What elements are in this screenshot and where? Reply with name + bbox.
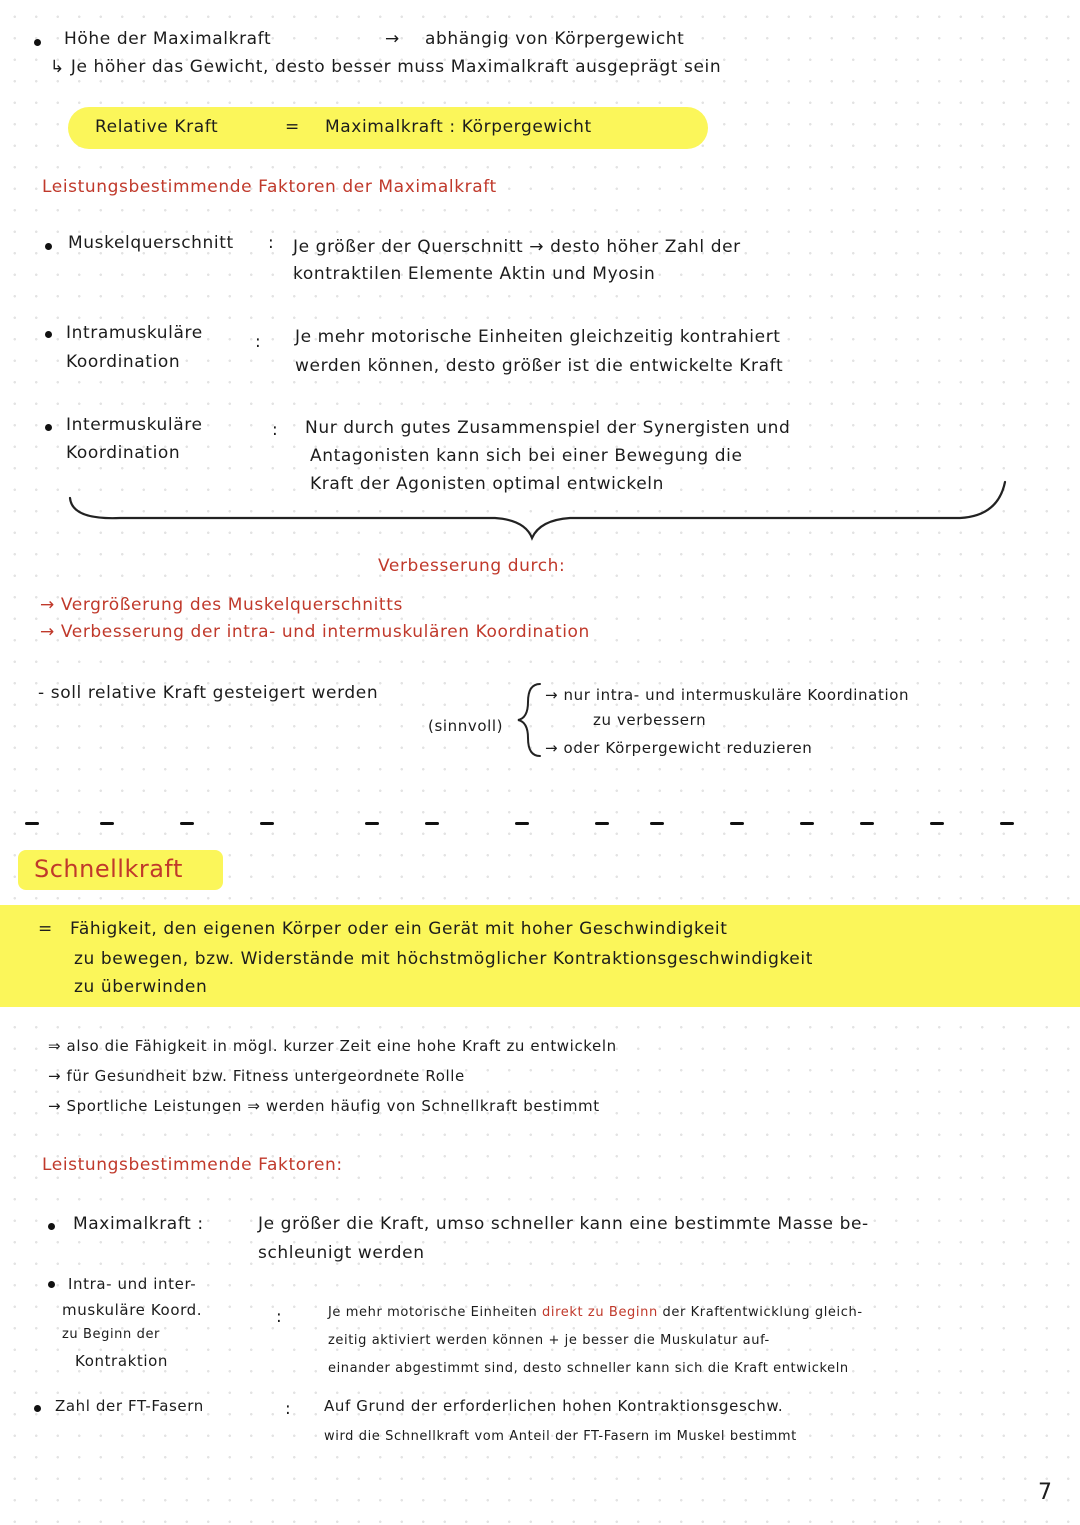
colon: : <box>276 1307 283 1327</box>
separator-dash <box>860 822 874 825</box>
coord-desc-3: einander abgestimmt sind, desto schneller kann sich die Kraft entwickeln <box>328 1361 849 1376</box>
desc-intermuscular-1: Nur durch gutes Zusammenspiel der Synergisten und <box>305 418 791 438</box>
desc-cross-section-2: kontraktilen Elemente Aktin und Myosin <box>293 264 656 284</box>
arrow: → <box>385 29 400 49</box>
weight-note: ↳ Je höher das Gewicht, desto besser muss Maximalkraft ausgeprägt sein <box>50 57 722 77</box>
note-health: → für Gesundheit bzw. Fitness untergeordnete Rolle <box>48 1067 465 1085</box>
formula-right: Maximalkraft : Körpergewicht <box>325 117 592 137</box>
separator-dash <box>515 822 529 825</box>
bullet <box>45 331 52 338</box>
page-number: 7 <box>1038 1480 1053 1505</box>
max-strength-desc-2: schleunigt werden <box>258 1243 425 1263</box>
term-max-strength: Maximalkraft : <box>73 1214 204 1234</box>
term-coordination-3: zu Beginn der <box>62 1327 160 1342</box>
section-heading-max-strength: Leistungsbestimmende Faktoren der Maximalkraft <box>42 177 497 197</box>
coord-desc-1-emphasis: direkt zu Beginn <box>542 1305 658 1320</box>
definition-equals: = <box>38 919 53 939</box>
improvement-coordination: → Verbesserung der intra- und intermuskulären Koordination <box>40 622 590 642</box>
option-coordination-cont: zu verbessern <box>593 711 707 729</box>
improvement-cross-section: → Vergrößerung des Muskelquerschnitts <box>40 595 403 615</box>
colon: : <box>255 332 262 352</box>
separator-dash <box>180 822 194 825</box>
sensible-note: (sinnvoll) <box>428 717 504 735</box>
separator-dash <box>425 822 439 825</box>
term-coordination-2: muskuläre Koord. <box>62 1301 203 1319</box>
option-coordination: → nur intra- und intermuskuläre Koordination <box>545 686 910 704</box>
dependency-text: abhängig von Körpergewicht <box>425 29 685 49</box>
bullet <box>45 424 52 431</box>
separator-dash <box>930 822 944 825</box>
curly-brace-drawing <box>0 478 1080 548</box>
formula-left: Relative Kraft <box>95 117 219 137</box>
coord-desc-1 <box>328 1306 863 1321</box>
desc-intermuscular-3: Kraft der Agonisten optimal entwickeln <box>310 474 664 494</box>
ft-desc-1: Auf Grund der erforderlichen hohen Kontraktionsgeschw. <box>324 1397 784 1415</box>
definition-line-2: zu bewegen, bzw. Widerstände mit höchstmöglicher Kontraktionsgeschwindigkeit <box>74 949 813 969</box>
max-strength-desc-1: Je größer die Kraft, umso schneller kann eine bestimmte Masse be- <box>258 1214 869 1234</box>
definition-line-1: Fähigkeit, den eigenen Körper oder ein Gerät mit hoher Geschwindigkeit <box>70 919 728 939</box>
separator-dash <box>260 822 274 825</box>
term-coordination-4: Kontraktion <box>75 1352 169 1370</box>
relative-strength-text: - soll relative Kraft gesteigert werden <box>38 683 379 703</box>
note-sport: → Sportliche Leistungen ⇒ werden häufig von Schnellkraft bestimmt <box>48 1097 600 1115</box>
factors-heading: Leistungsbestimmende Faktoren: <box>42 1155 343 1175</box>
term-coordination-1: Intra- und inter- <box>68 1275 197 1293</box>
option-reduce-weight: → oder Körpergewicht reduzieren <box>545 739 813 757</box>
coord-desc-2: zeitig aktiviert werden können + je besser die Muskulatur auf- <box>328 1333 770 1348</box>
note-short-time: ⇒ also die Fähigkeit in mögl. kurzer Zeit eine hohe Kraft zu entwickeln <box>48 1037 617 1055</box>
bullet <box>48 1223 55 1230</box>
max-strength-height-text: Höhe der Maximalkraft <box>64 29 272 49</box>
separator-dash <box>1000 822 1014 825</box>
colon: : <box>268 233 275 253</box>
separator-dash <box>25 822 39 825</box>
separator-dash <box>595 822 609 825</box>
definition-line-3: zu überwinden <box>74 977 208 997</box>
separator-dash <box>365 822 379 825</box>
improvement-label: Verbesserung durch: <box>378 556 566 576</box>
ft-desc-2: wird die Schnellkraft vom Anteil der FT-Fasern im Muskel bestimmt <box>324 1429 797 1444</box>
desc-intramuscular-1: Je mehr motorische Einheiten gleichzeitig kontrahiert <box>295 327 781 347</box>
term-coordination: Koordination <box>66 352 181 372</box>
formula-equals: = <box>285 117 300 137</box>
section-title-schnellkraft: Schnellkraft <box>34 855 183 883</box>
bullet <box>34 1405 41 1412</box>
desc-cross-section-1: Je größer der Querschnitt → desto höher Zahl der <box>293 237 741 257</box>
separator-dash <box>800 822 814 825</box>
bullet <box>45 243 52 250</box>
bullet <box>34 39 41 46</box>
term-intramuscular: Intramuskuläre <box>66 323 203 343</box>
desc-intermuscular-2: Antagonisten kann sich bei einer Bewegung die <box>310 446 743 466</box>
term-coordination: Koordination <box>66 443 181 463</box>
term-muscle-cross-section: Muskelquerschnitt <box>68 233 234 253</box>
separator-dash <box>650 822 664 825</box>
coord-desc-1-end: der Kraftentwicklung gleich- <box>662 1305 863 1320</box>
term-intermuscular: Intermuskuläre <box>66 415 203 435</box>
colon: : <box>272 420 279 440</box>
separator-dash <box>730 822 744 825</box>
desc-intramuscular-2: werden können, desto größer ist die entwickelte Kraft <box>295 356 784 376</box>
separator-dash <box>100 822 114 825</box>
colon: : <box>285 1399 292 1419</box>
term-ft-fibers: Zahl der FT-Fasern <box>55 1397 204 1415</box>
coord-desc-1-start: Je mehr motorische Einheiten <box>328 1305 538 1320</box>
bullet <box>48 1281 55 1288</box>
